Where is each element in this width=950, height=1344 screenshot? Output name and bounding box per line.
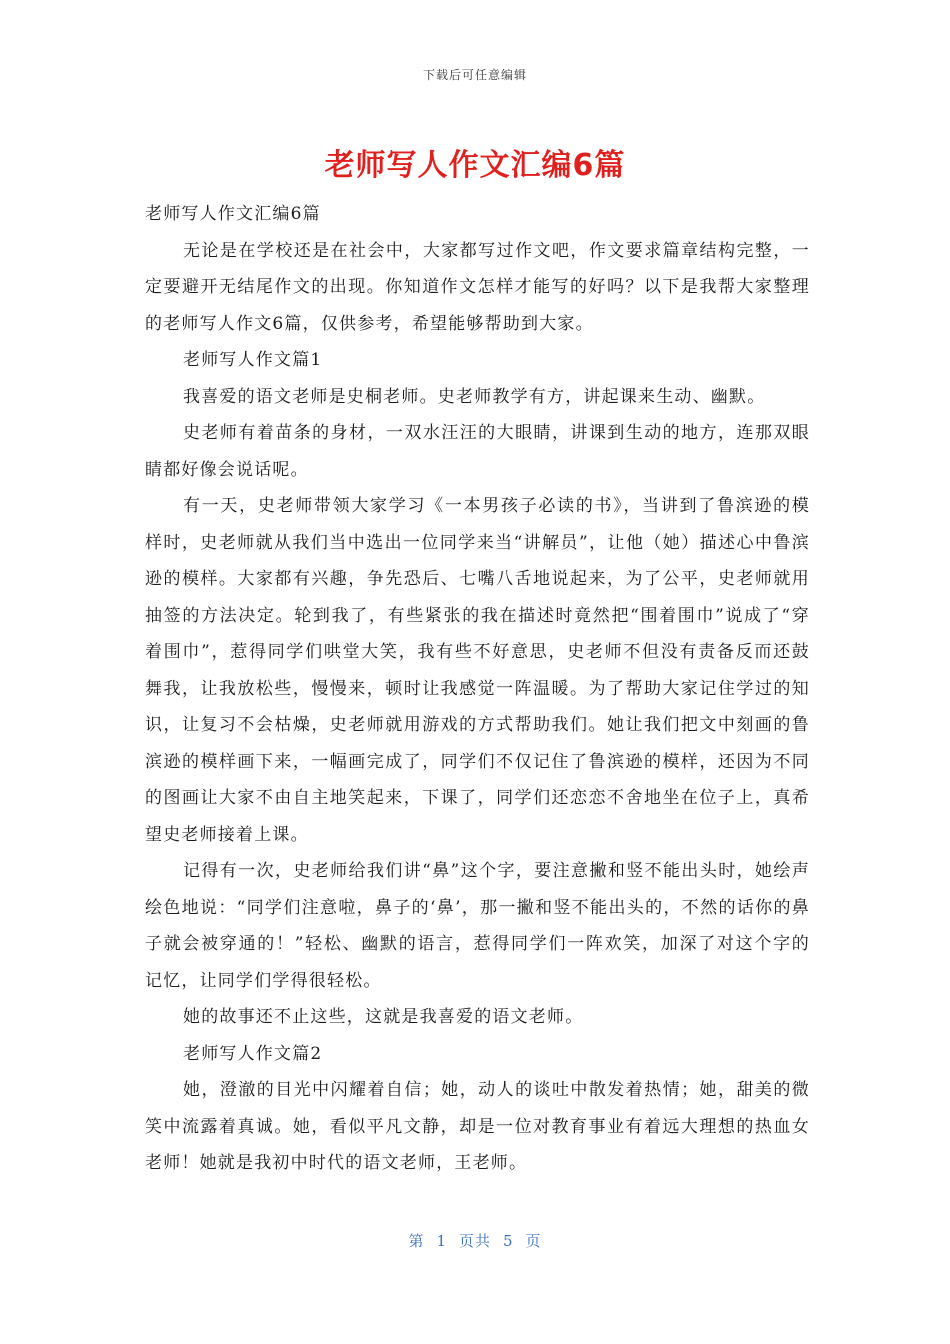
footer-prefix: 第: [408, 1232, 425, 1250]
intro-paragraph: 无论是在学校还是在社会中，大家都写过作文吧，作文要求篇章结构完整，一定要避开无结尾作文的出现。你知道作文怎样才能写的好吗？以下是我帮大家整理的老师写人作文6篇，仅供参考，希望能够帮助到大家。: [145, 240, 810, 334]
body-paragraph: 史老师有着苗条的身材，一双水汪汪的大眼睛，讲课到生动的地方，连那双眼睛都好像会说话呢。: [145, 423, 810, 480]
header-note: 下载后可任意编辑: [422, 68, 527, 82]
footer-total-pages: 5: [503, 1232, 514, 1250]
document-body: [145, 196, 810, 1182]
document-title: 老师写人作文汇编6篇: [324, 148, 626, 183]
body-paragraph: 我喜爱的语文老师是史桐老师。史老师教学有方，讲起课来生动、幽默。: [183, 386, 766, 407]
body-paragraph: 记得有一次，史老师给我们讲“鼻”这个字，要注意撇和竖不能出头时，她绘声绘色地说：“同学们注意啦，鼻子的‘鼻’，那一撇和竖不能出头的，不然的话你的鼻子就会被穿通的！”轻松、幽默的语言，惹得同学们一阵欢笑，加深了对这个字的记忆，让同学们学得很轻松。: [145, 861, 810, 991]
subtitle-paragraph: 老师写人作文汇编6篇: [145, 204, 321, 224]
body-paragraph: 她，澄澈的目光中闪耀着自信；她，动人的谈吐中散发着热情；她，甜美的微笑中流露着真诚。她，看似平凡文静，却是一位对教育事业有着远大理想的热血女老师！她就是我初中时代的语文老师，王老师。: [145, 1080, 810, 1173]
body-paragraph: 她的故事还不止这些，这就是我喜爱的语文老师。: [183, 1007, 584, 1027]
page-footer: [0, 1230, 950, 1251]
footer-current-page: 1: [436, 1232, 447, 1250]
body-paragraph: 有一天，史老师带领大家学习《一本男孩子必读的书》，当讲到了鲁滨逊的模样时，史老师就从我们当中选出一位同学来当“讲解员”，让他（她）描述心中鲁滨逊的模样。大家都有兴趣，争先恐后、七嘴八舌地说起来，为了公平，史老师就用抽签的方法决定。轮到我了，有些紧张的我在描述时竟然把“围着围巾”说成了“穿着围巾”，惹得同学们哄堂大笑，我有些不好意思，史老师不但没有责备反而还鼓舞我，让我放松些，慢慢来，顿时让我感觉一阵温暖。为了帮助大家记住学过的知识，让复习不会枯燥，史老师就用游戏的方式帮助我们。她让我们把文中刻画的鲁滨逊的模样画下来，一幅画完成了，同学们不仅记住了鲁滨逊的模样，还因为不同的图画让大家不由自主地笑起来，下课了，同学们还恋恋不舍地坐在位子上，真希望史老师接着上课。: [145, 496, 810, 845]
section-heading-1: 老师写人作文篇1: [183, 350, 323, 370]
section-heading-2: 老师写人作文篇2: [183, 1043, 323, 1064]
footer-mid: 页共: [458, 1232, 491, 1250]
footer-suffix: 页: [525, 1232, 542, 1250]
